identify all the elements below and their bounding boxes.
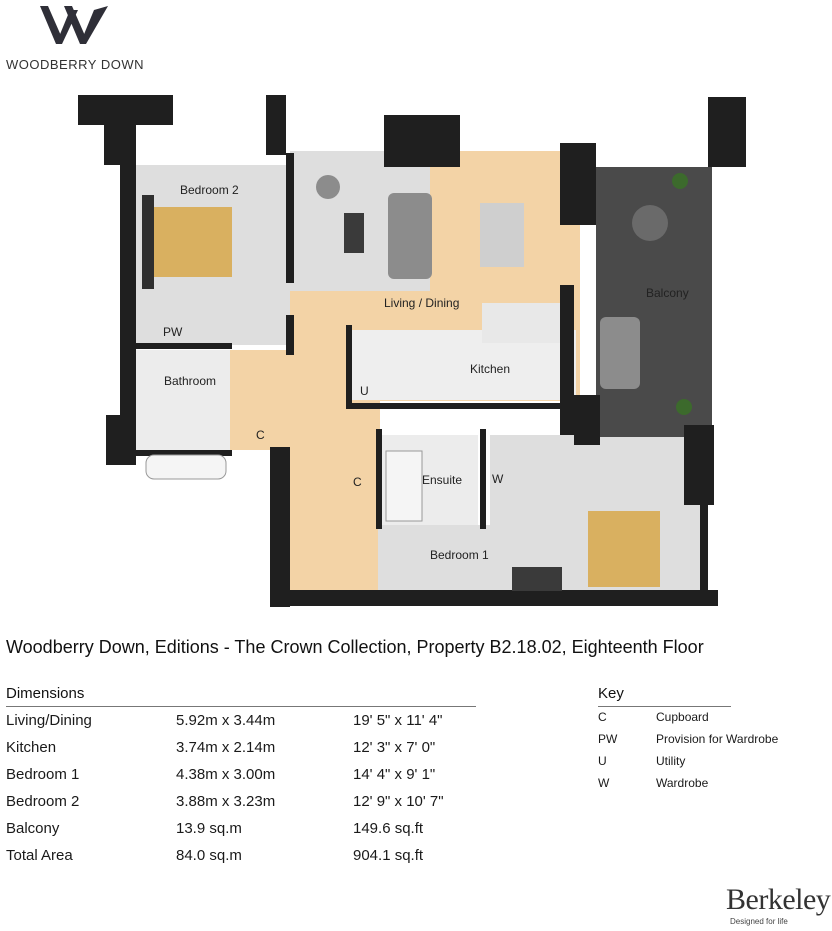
floor-plan-drawing <box>60 85 780 630</box>
key-meaning: Provision for Wardrobe <box>656 732 779 746</box>
bed1 <box>588 511 660 587</box>
room-name: Total Area <box>6 847 73 864</box>
bed2-headboard <box>142 195 154 289</box>
table-row <box>6 766 476 793</box>
room-imperial: 19' 5" x 11' 4" <box>353 712 443 729</box>
room-label-kitchen: Kitchen <box>470 362 511 376</box>
table-row <box>6 793 476 820</box>
room-label-cupboard-hall: C <box>256 428 265 442</box>
room-metric: 3.88m x 3.23m <box>176 793 276 810</box>
key-code: PW <box>598 732 618 746</box>
table-row <box>6 847 476 874</box>
key-divider <box>598 706 731 707</box>
key-row <box>598 776 828 798</box>
bathroom-floor <box>134 350 230 450</box>
key-row <box>598 754 828 776</box>
key-meaning: Utility <box>656 754 686 768</box>
w-logo-icon <box>0 0 160 56</box>
room-name: Bedroom 1 <box>6 766 80 783</box>
key-meaning: Wardrobe <box>656 776 709 790</box>
room-label-bathroom: Bathroom <box>164 374 217 388</box>
bath <box>146 455 226 479</box>
room-imperial: 14' 4" x 9' 1" <box>353 766 436 783</box>
room-label-living: Living / Dining <box>384 296 460 310</box>
dimensions-heading: Dimensions <box>6 685 85 702</box>
room-label-wardrobe: W <box>492 472 504 486</box>
key-row <box>598 732 828 754</box>
room-metric: 13.9 sq.m <box>176 820 242 837</box>
shower <box>386 451 422 521</box>
brand-name: WOODBERRY DOWN <box>6 57 144 72</box>
room-imperial: 12' 3" x 7' 0" <box>353 739 436 756</box>
key-row <box>598 710 828 732</box>
balcony-sofa <box>600 317 640 389</box>
corridor-floor <box>290 401 380 601</box>
room-imperial: 149.6 sq.ft <box>353 820 424 837</box>
room-imperial: 12' 9" x 10' 7" <box>353 793 444 810</box>
kitchen-island <box>482 303 560 343</box>
table-row <box>6 739 476 766</box>
key-code: C <box>598 710 607 724</box>
coffee-table <box>344 213 364 253</box>
room-metric: 3.74m x 2.14m <box>176 739 276 756</box>
balcony-table <box>632 205 668 241</box>
room-label-cupboard-corridor: C <box>353 475 362 489</box>
room-label-bedroom2: Bedroom 2 <box>180 183 239 197</box>
table-row <box>6 712 476 739</box>
room-metric: 5.92m x 3.44m <box>176 712 276 729</box>
room-label-bedroom1: Bedroom 1 <box>430 548 489 562</box>
room-name: Bedroom 2 <box>6 793 80 810</box>
armchair <box>316 175 340 199</box>
room-name: Balcony <box>6 820 60 837</box>
developer-logo: Berkeley <box>726 883 831 916</box>
plant-icon <box>672 173 688 189</box>
key-heading: Key <box>598 685 624 702</box>
room-name: Living/Dining <box>6 712 92 729</box>
room-name: Kitchen <box>6 739 57 756</box>
table-row <box>6 820 476 847</box>
room-label-pw: PW <box>163 325 183 339</box>
floor-plan <box>60 85 780 630</box>
developer-tagline: Designed for life <box>730 917 788 926</box>
key-code: W <box>598 776 610 790</box>
dimensions-divider <box>6 706 476 707</box>
plant-icon <box>676 399 692 415</box>
dining-table <box>480 203 524 267</box>
key-code: U <box>598 754 607 768</box>
key-meaning: Cupboard <box>656 710 709 724</box>
room-label-balcony: Balcony <box>646 286 689 300</box>
desk <box>512 567 562 591</box>
property-title: Woodberry Down, Editions - The Crown Collection, Property B2.18.02, Eighteenth Floor <box>6 637 704 657</box>
room-imperial: 904.1 sq.ft <box>353 847 424 864</box>
room-label-utility: U <box>360 384 369 398</box>
room-label-ensuite: Ensuite <box>422 473 463 487</box>
bed2 <box>150 207 232 277</box>
room-metric: 84.0 sq.m <box>176 847 242 864</box>
sofa <box>388 193 432 279</box>
room-metric: 4.38m x 3.00m <box>176 766 276 783</box>
